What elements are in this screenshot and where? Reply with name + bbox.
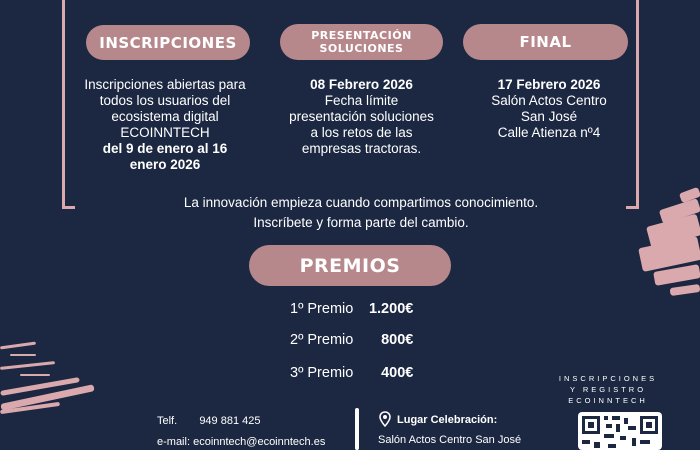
- presentacion-description: [265, 77, 458, 157]
- stage-final-pill: [463, 24, 628, 60]
- tagline: [0, 193, 700, 233]
- stage-inscripciones-pill: [86, 25, 250, 60]
- premios-pill: [249, 245, 451, 286]
- prize-row: [290, 301, 413, 317]
- phone-label: Telf.: [157, 415, 178, 427]
- prize-row: [290, 365, 413, 381]
- footer-divider: [355, 408, 359, 450]
- stage-label-line1: PRESENTACIÓN: [311, 29, 412, 42]
- text-line: todos los usuarios del: [99, 93, 231, 108]
- final-description: [460, 77, 638, 141]
- prize-place: 3º Premio: [290, 365, 354, 381]
- brush-decoration-left: [0, 340, 110, 420]
- text-line: Fecha límite: [324, 93, 399, 108]
- prize-amount: 800€: [381, 332, 414, 348]
- text-line: San José: [520, 109, 578, 124]
- phone-number: 949 881 425: [199, 415, 261, 427]
- premios-title: PREMIOS: [299, 254, 401, 277]
- email-address[interactable]: ecoinntech@ecoinntech.es: [193, 436, 326, 448]
- stage-presentacion-pill: [280, 24, 443, 60]
- prize-amount: 1.200€: [368, 301, 414, 317]
- location-pin-icon: [377, 411, 393, 427]
- text-line: ecosistema digital: [111, 109, 219, 124]
- stage-label: FINAL: [519, 33, 572, 51]
- text-line: Calle Atienza nº4: [497, 125, 601, 140]
- prize-place: 1º Premio: [290, 301, 354, 317]
- registration-line: Y REGISTRO: [569, 385, 647, 394]
- deadline-date: 08 Febrero 2026: [310, 77, 413, 92]
- text-line: a los retos de las: [310, 125, 413, 140]
- inscripciones-description: [70, 77, 260, 173]
- stage-label: INSCRIPCIONES: [99, 33, 237, 52]
- registration-label: [548, 373, 668, 406]
- registration-line: INSCRIPCIONES: [558, 374, 658, 383]
- text-line: Salón Actos Centro: [491, 93, 607, 108]
- tagline-line: Inscríbete y forma parte del cambio.: [253, 215, 469, 230]
- phone-info: [157, 415, 260, 427]
- venue-name: Salón Actos Centro San José: [378, 434, 522, 446]
- prize-amount: 400€: [381, 365, 414, 381]
- text-line: empresas tractoras.: [301, 141, 422, 156]
- email-label: e-mail:: [157, 436, 191, 448]
- date-range: enero 2026: [129, 157, 201, 172]
- qr-code[interactable]: [578, 412, 662, 450]
- text-line: presentación soluciones: [289, 109, 434, 124]
- email-info: [157, 436, 325, 448]
- registration-line: ECOINNTECH: [568, 396, 648, 405]
- text-line: Inscripciones abiertas para: [84, 77, 246, 92]
- venue-title: Lugar Celebración:: [397, 414, 498, 426]
- prize-place: 2º Premio: [290, 332, 354, 348]
- text-line: ECOINNTECH: [120, 125, 210, 140]
- final-date: 17 Febrero 2026: [497, 77, 601, 92]
- prize-row: [290, 332, 413, 348]
- date-range: del 9 de enero al 16: [102, 141, 228, 156]
- brush-decoration-right: [640, 190, 700, 300]
- stage-label-line2: SOLUCIONES: [319, 42, 404, 55]
- tagline-line: La innovación empieza cuando compartimos conocimiento.: [183, 195, 539, 210]
